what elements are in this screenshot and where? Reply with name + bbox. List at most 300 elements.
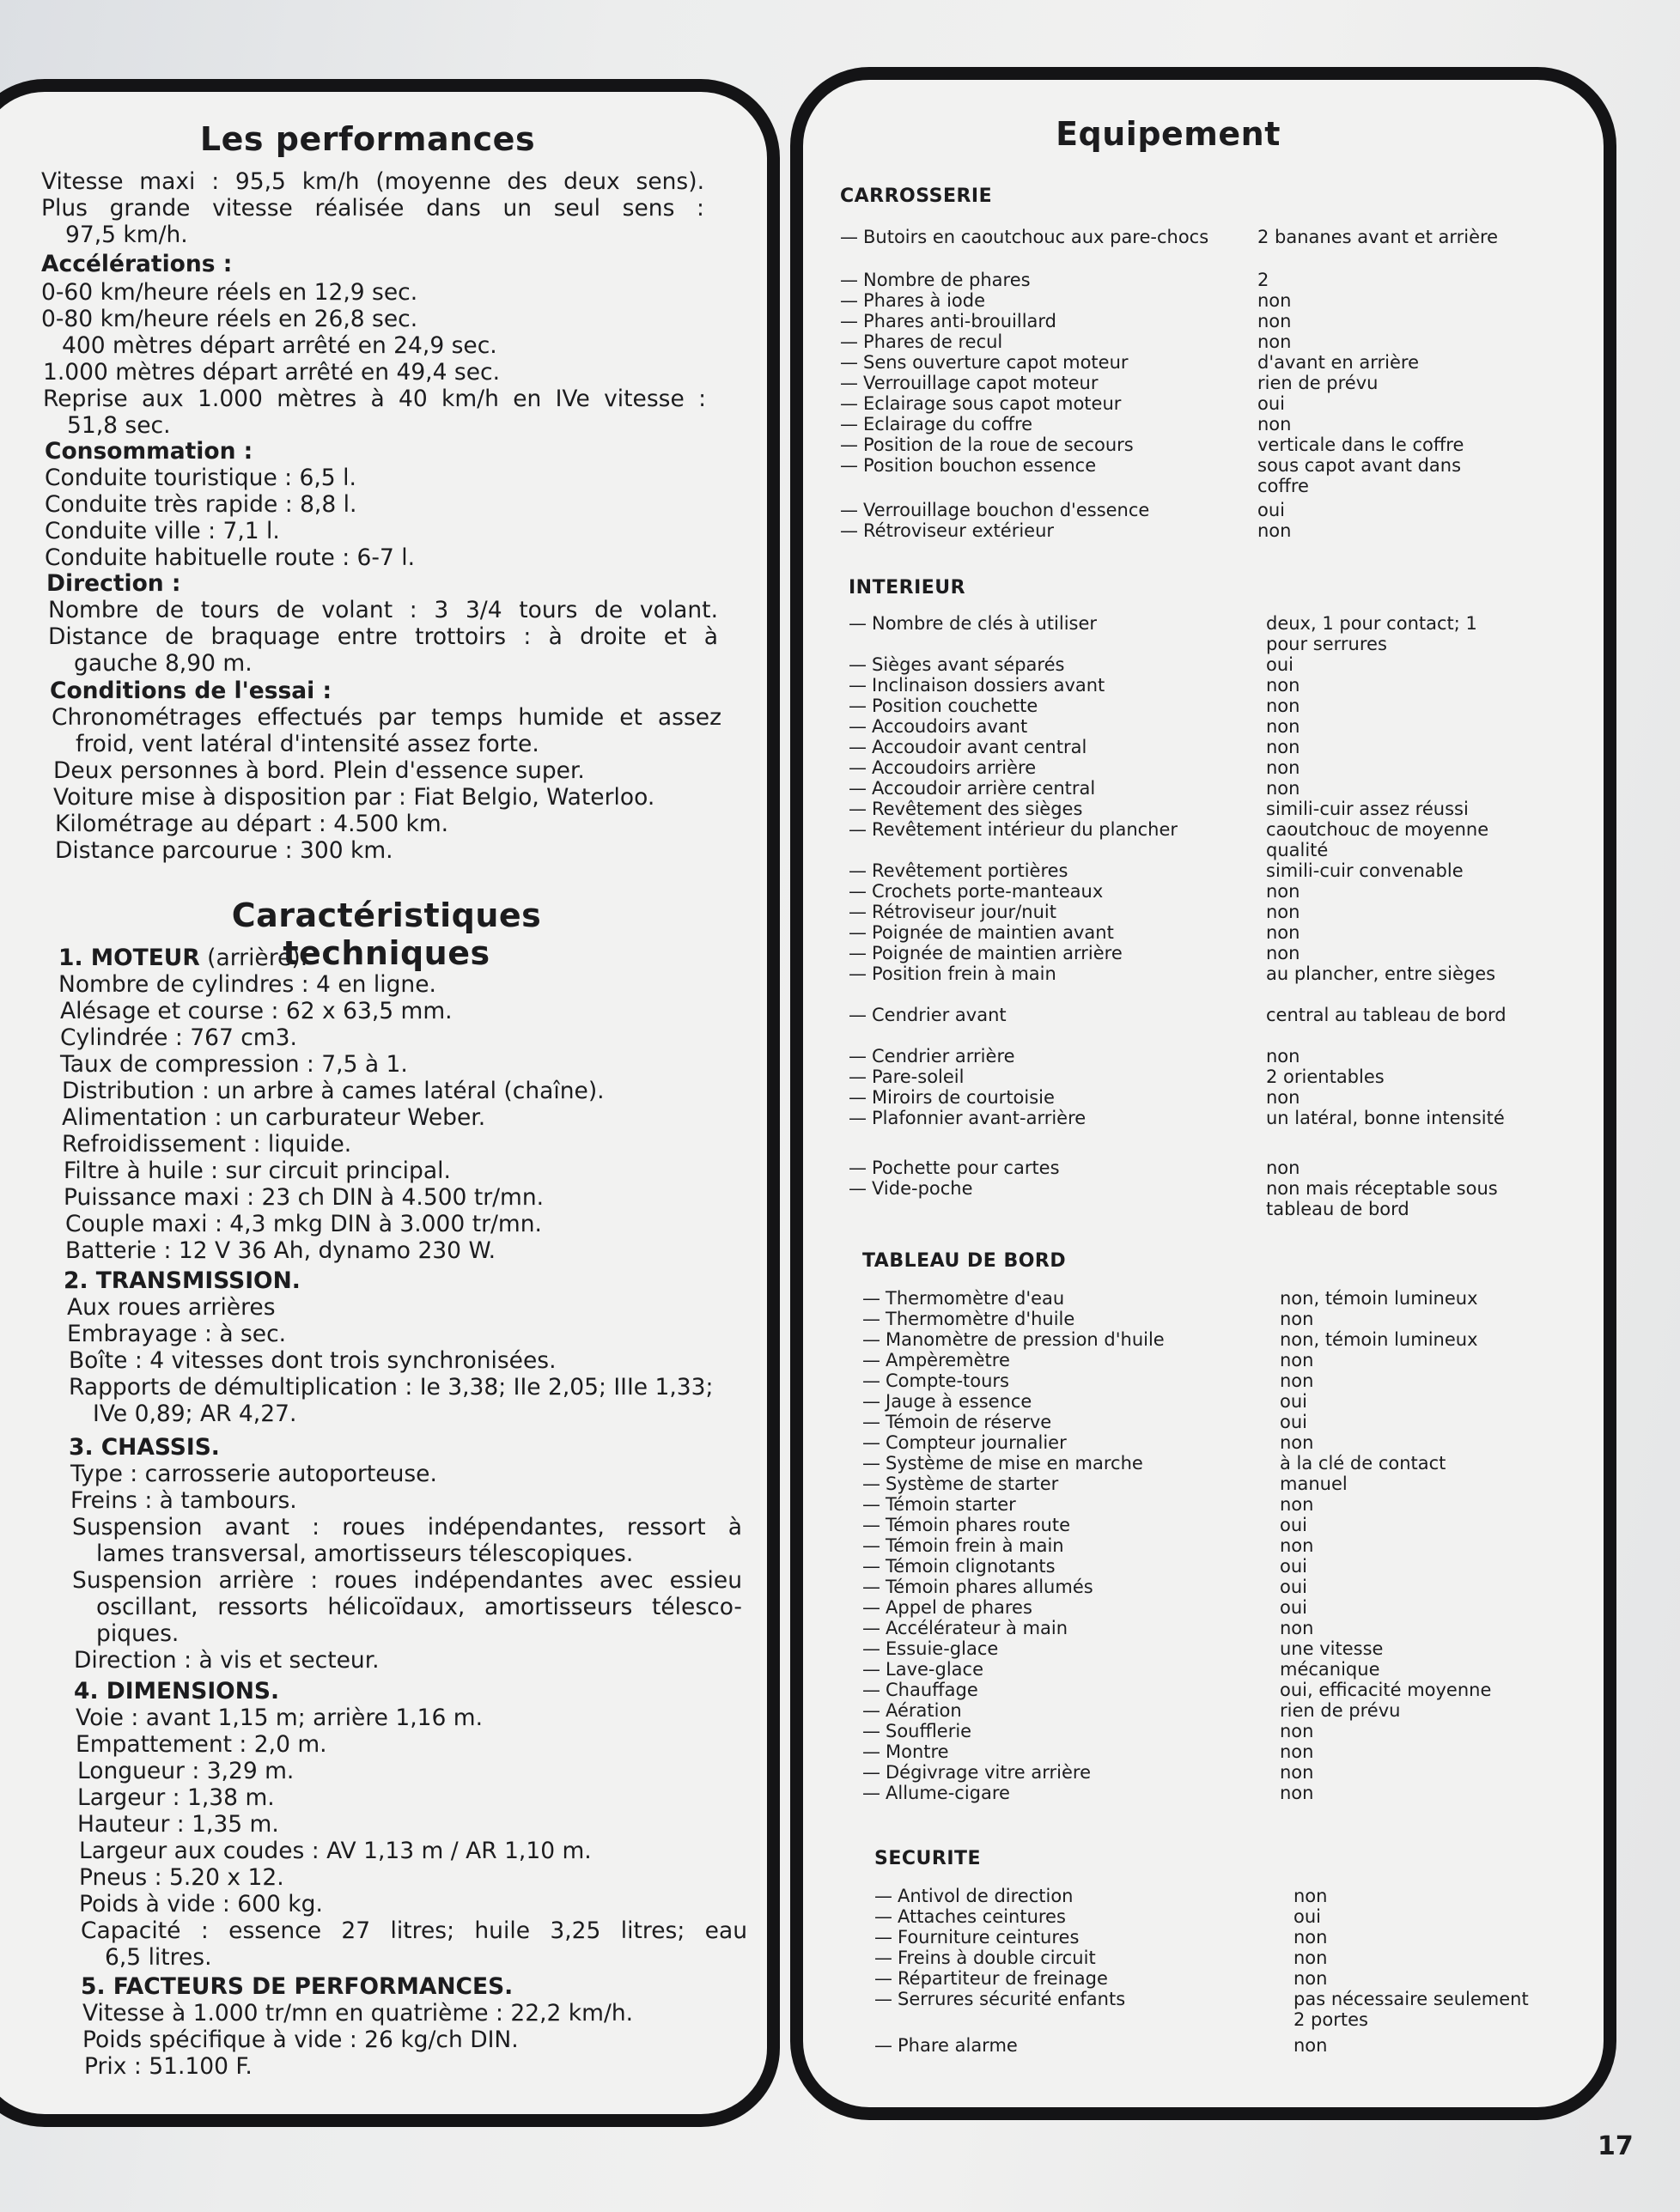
dash-marker: — (840, 414, 858, 434)
equip-item-value: manuel (1280, 1474, 1348, 1494)
equip-item-value: rien de prévu (1257, 373, 1379, 393)
equip-item-label (862, 1618, 1068, 1639)
equip-item-text: Cendrier avant (872, 1005, 1007, 1025)
equip-item-value: non (1280, 1783, 1314, 1803)
dash-marker: — (840, 227, 858, 247)
dash-marker: — (849, 696, 867, 716)
perf-line: Conduite très rapide : 8,8 l. (45, 491, 357, 518)
equip-item-label (874, 1989, 1125, 2010)
equip-item-label (862, 1474, 1058, 1495)
dash-marker: — (862, 1741, 880, 1762)
equip-item-value: non (1266, 943, 1300, 963)
equip-item-text: Thermomètre d'huile (886, 1309, 1075, 1329)
equip-item-text: Butoirs en caoutchouc aux pare-chocs (863, 227, 1209, 247)
dash-marker: — (874, 1989, 892, 2009)
equip-item-label (849, 943, 1123, 964)
equip-item-value: non (1280, 1535, 1314, 1556)
equip-item-text: Phares anti-brouillard (863, 311, 1057, 331)
equip-item-label (849, 613, 1097, 635)
perf-line: Distance de braquage entre trottoirs : à droite et à (48, 623, 718, 650)
facteurs-line: Prix : 51.100 F. (84, 2053, 253, 2080)
equip-item-text: Vide-poche (872, 1178, 973, 1199)
equip-item-label (840, 455, 1096, 477)
equip-item-value: non (1280, 1762, 1314, 1783)
equip-item-label (840, 311, 1056, 332)
equip-item-label (862, 1309, 1074, 1330)
perf-line: Chronométrages effectués par temps humide et assez (52, 704, 721, 731)
equip-item-value: à la clé de contact (1280, 1453, 1446, 1474)
chassis-heading: 3. CHASSIS. (69, 1434, 220, 1461)
equip-item-value: non (1280, 1721, 1314, 1741)
dash-marker: — (862, 1783, 880, 1803)
equip-item-text: Phare alarme (898, 2035, 1018, 2056)
dimensions-line: 6,5 litres. (105, 1944, 212, 1971)
equip-item-label (849, 1087, 1055, 1109)
dash-marker: — (862, 1535, 880, 1556)
transmission-line: Boîte : 4 vitesses dont trois synchronisées. (69, 1347, 557, 1374)
dash-marker: — (862, 1638, 880, 1659)
perf-line: Plus grande vitesse réalisée dans un seul sens : (41, 195, 704, 222)
chassis-line: Type : carrosserie autoporteuse. (70, 1461, 437, 1487)
perf-line: Vitesse maxi : 95,5 km/h (moyenne des deux sens). (41, 168, 704, 195)
equip-item-text: Système de mise en marche (886, 1453, 1143, 1474)
moteur-line: Cylindrée : 767 cm3. (60, 1024, 297, 1051)
dash-marker: — (840, 311, 858, 331)
equip-item-text: Témoin phares route (886, 1515, 1071, 1535)
equip-item-text: Jauge à essence (886, 1391, 1032, 1412)
moteur-line: Refroidissement : liquide. (62, 1131, 352, 1158)
equip-item-label (862, 1762, 1091, 1784)
dash-marker: — (862, 1618, 880, 1638)
equip-item-label (840, 393, 1121, 415)
equip-item-value: oui (1257, 500, 1285, 520)
dash-marker: — (849, 654, 867, 675)
perf-line: Distance parcourue : 300 km. (55, 837, 393, 864)
perf-line: Deux personnes à bord. Plein d'essence super. (53, 757, 585, 784)
equip-item-label (874, 1968, 1108, 1990)
moteur-line: Alimentation : un carburateur Weber. (62, 1104, 486, 1131)
equip-item-value: oui (1257, 393, 1285, 414)
moteur-line: Taux de compression : 7,5 à 1. (60, 1051, 408, 1078)
dash-marker: — (862, 1659, 880, 1680)
perf-line: Nombre de tours de volant : 3 3/4 tours de volant. (48, 597, 718, 623)
equip-item-text: Attaches ceintures (898, 1906, 1066, 1927)
equip-item-value: non (1280, 1741, 1314, 1762)
equip-item-text: Poignée de maintien arrière (872, 943, 1123, 963)
dash-marker: — (849, 963, 867, 984)
equip-item-label (849, 963, 1056, 985)
equip-item-text: Témoin starter (886, 1494, 1016, 1515)
equip-item-value: caoutchouc de moyenne qualité (1266, 819, 1489, 860)
dash-marker: — (849, 1005, 867, 1025)
equip-item-value: oui (1293, 1906, 1321, 1927)
perf-line: Conduite ville : 7,1 l. (45, 518, 280, 544)
equip-item-text: Fourniture ceintures (898, 1927, 1080, 1948)
perf-line: 1.000 mètres départ arrêté en 49,4 sec. (43, 359, 500, 386)
equip-item-text: Soufflerie (886, 1721, 972, 1741)
equip-item-label (840, 520, 1054, 542)
equip-item-label (862, 1432, 1067, 1454)
caracteristiques-title: Caractéristiques techniques (231, 896, 542, 972)
chassis-line: oscillant, ressorts hélicoïdaux, amortisseurs télesco- (96, 1594, 742, 1620)
equip-item-text: Témoin frein à main (886, 1535, 1064, 1556)
dash-marker: — (849, 1108, 867, 1128)
dash-marker: — (840, 455, 858, 476)
equip-item-value: non (1293, 1948, 1328, 1968)
dash-marker: — (840, 331, 858, 352)
perf-line: Reprise aux 1.000 mètres à 40 km/h en IVe vitesse : (43, 386, 706, 412)
equip-item-value: non (1266, 696, 1300, 716)
equip-section-heading: INTERIEUR (849, 577, 966, 599)
dash-marker: — (862, 1288, 880, 1309)
dash-marker: — (862, 1432, 880, 1453)
equip-item-text: Cendrier arrière (872, 1046, 1015, 1066)
dash-marker: — (874, 1927, 892, 1948)
equip-item-label (862, 1556, 1056, 1577)
facteurs-heading: 5. FACTEURS DE PERFORMANCES. (81, 1973, 514, 2000)
equip-item-label (862, 1494, 1016, 1516)
equip-item-label (840, 331, 1002, 353)
dash-marker: — (862, 1700, 880, 1721)
dash-marker: — (840, 373, 858, 393)
equip-item-label (840, 434, 1134, 456)
equip-item-text: Serrures sécurité enfants (898, 1989, 1126, 2009)
equip-item-label (849, 716, 1027, 738)
equip-item-text: Répartiteur de freinage (898, 1968, 1108, 1989)
equip-item-label (862, 1370, 1009, 1392)
equip-item-label (849, 737, 1087, 758)
equip-item-value: une vitesse (1280, 1638, 1384, 1659)
equip-item-value: non (1280, 1432, 1314, 1453)
equip-item-text: Témoin clignotants (886, 1556, 1056, 1577)
equip-item-value: central au tableau de bord (1266, 1005, 1507, 1025)
dash-marker: — (874, 1906, 892, 1927)
equip-item-value: non (1266, 922, 1300, 943)
chassis-line: Freins : à tambours. (70, 1487, 297, 1514)
moteur-heading: 1. MOTEUR (58, 945, 200, 971)
transmission-line: Embrayage : à sec. (67, 1321, 287, 1347)
performances-title: Les performances (199, 120, 536, 158)
dash-marker: — (849, 757, 867, 778)
equip-item-value: non (1257, 290, 1292, 311)
equip-item-label (849, 1005, 1007, 1026)
equip-item-text: Témoin phares allumés (886, 1577, 1093, 1597)
dash-marker: — (862, 1329, 880, 1350)
equip-item-label (849, 799, 1082, 820)
moteur-line: Nombre de cylindres : 4 en ligne. (58, 971, 436, 998)
equip-item-text: Revêtement des sièges (872, 799, 1083, 819)
equip-item-text: Crochets porte-manteaux (872, 881, 1104, 902)
equip-item-label (849, 654, 1064, 676)
equip-item-text: Accoudoirs avant (872, 716, 1028, 737)
dimensions-heading: 4. DIMENSIONS. (74, 1678, 280, 1705)
perf-heading: Direction : (46, 570, 181, 597)
equip-item-text: Dégivrage vitre arrière (886, 1762, 1091, 1783)
equip-item-value: verticale dans le coffre (1257, 434, 1464, 455)
equip-item-value: non (1293, 1886, 1328, 1906)
equip-item-text: Poignée de maintien avant (872, 922, 1114, 943)
equip-item-value: non (1257, 311, 1292, 331)
equip-item-value: d'avant en arrière (1257, 352, 1420, 373)
equip-item-label (862, 1329, 1165, 1351)
dash-marker: — (849, 778, 867, 799)
equip-item-value: oui (1280, 1577, 1307, 1597)
dash-marker: — (840, 500, 858, 520)
perf-line: Kilométrage au départ : 4.500 km. (55, 811, 449, 837)
equip-item-value: oui (1280, 1412, 1307, 1432)
dash-marker: — (840, 290, 858, 311)
equip-item-label (849, 1066, 964, 1088)
equip-item-value: non (1280, 1370, 1314, 1391)
equip-item-text: Nombre de phares (863, 270, 1031, 290)
equip-item-label (849, 860, 1068, 882)
equip-item-label (849, 778, 1095, 799)
equip-item-value: non (1266, 1158, 1300, 1178)
equip-item-value: oui (1280, 1556, 1307, 1577)
dash-marker: — (862, 1350, 880, 1370)
equip-item-text: Compte-tours (886, 1370, 1009, 1391)
dash-marker: — (849, 737, 867, 757)
dash-marker: — (840, 393, 858, 414)
dimensions-line: Poids à vide : 600 kg. (79, 1891, 323, 1917)
equip-item-value: non (1266, 675, 1300, 696)
dash-marker: — (849, 1178, 867, 1199)
dash-marker: — (862, 1391, 880, 1412)
transmission-line: Aux roues arrières (67, 1294, 276, 1321)
equip-item-text: Miroirs de courtoisie (872, 1087, 1055, 1108)
perf-line: Conduite habituelle route : 6-7 l. (45, 544, 416, 571)
equip-item-text: Revêtement intérieur du plancher (872, 819, 1178, 840)
equip-item-value: non (1266, 1046, 1300, 1066)
equip-item-text: Appel de phares (886, 1597, 1032, 1618)
chassis-line: Suspension arrière : roues indépendantes avec essieu (72, 1567, 742, 1594)
perf-line: 0-60 km/heure réels en 12,9 sec. (41, 279, 418, 306)
equip-item-value: non (1257, 520, 1292, 541)
moteur-line: Puissance maxi : 23 ch DIN à 4.500 tr/mn. (64, 1184, 545, 1211)
equip-item-value: mécanique (1280, 1659, 1380, 1680)
perf-line: 51,8 sec. (67, 412, 171, 439)
equip-item-label (840, 414, 1032, 435)
equip-item-label (874, 1886, 1073, 1907)
dash-marker: — (849, 613, 867, 634)
dash-marker: — (849, 819, 867, 840)
dash-marker: — (849, 881, 867, 902)
equip-item-value: non (1280, 1618, 1314, 1638)
dash-marker: — (849, 1066, 867, 1087)
equip-item-text: Accoudoirs arrière (872, 757, 1037, 778)
equip-item-text: Système de starter (886, 1474, 1059, 1494)
equip-item-value: non (1266, 778, 1300, 799)
equip-item-value: au plancher, entre sièges (1266, 963, 1496, 984)
equip-item-label (849, 1178, 973, 1200)
moteur-heading-suffix: (arrière). (207, 945, 308, 971)
moteur-line: Batterie : 12 V 36 Ah, dynamo 230 W. (65, 1237, 496, 1264)
equip-item-value: non (1257, 331, 1292, 352)
equip-item-text: Ampèremètre (886, 1350, 1010, 1370)
equip-item-label (840, 373, 1098, 394)
equip-item-value: 2 bananes avant et arrière (1257, 227, 1499, 247)
chassis-line: lames transversal, amortisseurs télescopiques. (96, 1540, 634, 1567)
dimensions-line: Hauteur : 1,35 m. (77, 1811, 279, 1838)
dash-marker: — (849, 716, 867, 737)
equip-item-label (862, 1288, 1064, 1310)
equip-item-value: oui, efficacité moyenne (1280, 1680, 1492, 1700)
perf-heading: Consommation : (45, 438, 253, 465)
equip-item-label (862, 1700, 962, 1722)
equip-item-text: Compteur journalier (886, 1432, 1067, 1453)
dash-marker: — (849, 860, 867, 881)
equip-item-label (862, 1597, 1032, 1619)
equip-item-label (862, 1659, 983, 1680)
dimensions-line: Longueur : 3,29 m. (77, 1758, 295, 1784)
equip-item-label (849, 696, 1038, 717)
equip-item-label (849, 902, 1056, 923)
equip-item-label (862, 1783, 1010, 1804)
equip-item-value: non (1257, 414, 1292, 434)
equip-section-heading: TABLEAU DE BORD (862, 1250, 1067, 1272)
equip-item-label (862, 1515, 1070, 1536)
equip-item-value: oui (1266, 654, 1293, 675)
dash-marker: — (840, 352, 858, 373)
facteurs-line: Vitesse à 1.000 tr/mn en quatrième : 22,2 km/h. (82, 2000, 634, 2027)
equip-item-value: non (1280, 1309, 1314, 1329)
equip-item-label (874, 1927, 1079, 1948)
equip-item-text: Inclinaison dossiers avant (872, 675, 1105, 696)
equip-item-value: non mais réceptable sous tableau de bord (1266, 1178, 1498, 1219)
equip-item-value: non, témoin lumineux (1280, 1288, 1478, 1309)
equip-item-label (874, 1906, 1066, 1928)
equip-item-label (862, 1577, 1093, 1598)
equip-item-label (849, 819, 1178, 841)
dash-marker: — (862, 1309, 880, 1329)
dimensions-line: Pneus : 5.20 x 12. (79, 1864, 284, 1891)
equip-item-text: Verrouillage capot moteur (863, 373, 1099, 393)
dimensions-line: Voie : avant 1,15 m; arrière 1,16 m. (76, 1705, 484, 1731)
equipement-title: Equipement (1056, 115, 1281, 153)
equip-item-text: Pochette pour cartes (872, 1158, 1060, 1178)
perf-line: 0-80 km/heure réels en 26,8 sec. (41, 306, 418, 332)
dash-marker: — (874, 1886, 892, 1906)
equip-item-value: oui (1280, 1391, 1307, 1412)
equip-item-text: Aération (886, 1700, 962, 1721)
perf-line: gauche 8,90 m. (74, 650, 253, 677)
dash-marker: — (874, 1948, 892, 1968)
moteur-line: Filtre à huile : sur circuit principal. (64, 1158, 451, 1184)
equip-item-value: non (1280, 1350, 1314, 1370)
equip-item-text: Antivol de direction (898, 1886, 1074, 1906)
equip-item-value: non (1266, 757, 1300, 778)
equip-item-value: non (1266, 737, 1300, 757)
equip-item-value: non, témoin lumineux (1280, 1329, 1478, 1350)
page-number: 17 (1598, 2131, 1634, 2161)
chassis-line: Direction : à vis et secteur. (74, 1647, 380, 1674)
perf-line: froid, vent latéral d'intensité assez forte. (76, 731, 539, 757)
facteurs-line: Poids spécifique à vide : 26 kg/ch DIN. (82, 2027, 519, 2053)
equip-item-label (862, 1391, 1032, 1413)
dash-marker: — (862, 1597, 880, 1618)
equip-item-text: Manomètre de pression d'huile (886, 1329, 1165, 1350)
dash-marker: — (862, 1515, 880, 1535)
equip-item-text: Freins à double circuit (898, 1948, 1096, 1968)
equip-item-value: non (1266, 902, 1300, 922)
equip-item-label (862, 1350, 1010, 1371)
equip-item-label (874, 1948, 1096, 1969)
equip-item-label (849, 1108, 1086, 1129)
equip-item-text: Revêtement portières (872, 860, 1068, 881)
equip-item-text: Phares de recul (863, 331, 1003, 352)
transmission-line: IVe 0,89; AR 4,27. (93, 1401, 297, 1427)
dash-marker: — (849, 675, 867, 696)
equip-section-heading: CARROSSERIE (840, 185, 993, 207)
equip-item-label (840, 352, 1129, 374)
dash-marker: — (849, 902, 867, 922)
equip-item-label (862, 1741, 949, 1763)
equip-item-text: Plafonnier avant-arrière (872, 1108, 1087, 1128)
equip-item-text: Essuie-glace (886, 1638, 999, 1659)
equip-item-text: Eclairage sous capot moteur (863, 393, 1122, 414)
dimensions-line: Capacité : essence 27 litres; huile 3,25 litres; eau (81, 1917, 747, 1944)
dash-marker: — (862, 1370, 880, 1391)
equip-item-value: un latéral, bonne intensité (1266, 1108, 1505, 1128)
chassis-line: Suspension avant : roues indépendantes, ressort à (72, 1514, 742, 1540)
perf-line: Conduite touristique : 6,5 l. (45, 465, 356, 491)
dimensions-line: Empattement : 2,0 m. (76, 1731, 327, 1758)
equip-item-value: deux, 1 pour contact; 1 pour serrures (1266, 613, 1477, 654)
transmission-heading: 2. TRANSMISSION. (64, 1267, 301, 1294)
dash-marker: — (862, 1762, 880, 1783)
equip-item-value: sous capot avant dans coffre (1257, 455, 1462, 496)
equip-item-value: non (1266, 716, 1300, 737)
dash-marker: — (862, 1577, 880, 1597)
equip-item-value: simili-cuir assez réussi (1266, 799, 1469, 819)
chassis-line: piques. (96, 1620, 180, 1647)
equip-item-text: Rétroviseur extérieur (863, 520, 1055, 541)
equip-item-text: Nombre de clés à utiliser (872, 613, 1098, 634)
dash-marker: — (840, 434, 858, 455)
equip-item-text: Sièges avant séparés (872, 654, 1065, 675)
perf-heading: Accélérations : (41, 251, 233, 277)
dimensions-line: Largeur aux coudes : AV 1,13 m / AR 1,10 m. (79, 1838, 592, 1864)
equip-item-label (862, 1721, 971, 1742)
dash-marker: — (862, 1412, 880, 1432)
moteur-line: Alésage et course : 62 x 63,5 mm. (60, 998, 453, 1024)
equip-item-label (862, 1638, 998, 1660)
equip-item-value: non (1280, 1494, 1314, 1515)
perf-line: Voiture mise à disposition par : Fiat Belgio, Waterloo. (53, 784, 655, 811)
equip-item-value: 2 (1257, 270, 1269, 290)
equip-item-label (849, 675, 1105, 696)
dash-marker: — (840, 520, 858, 541)
moteur-line: Couple maxi : 4,3 mkg DIN à 3.000 tr/mn. (65, 1211, 542, 1237)
equip-item-text: Témoin de réserve (886, 1412, 1052, 1432)
equip-item-text: Sens ouverture capot moteur (863, 352, 1129, 373)
equip-item-value: non (1293, 1968, 1328, 1989)
equip-item-text: Phares à iode (863, 290, 986, 311)
dash-marker: — (849, 943, 867, 963)
equip-item-label (862, 1680, 978, 1701)
dash-marker: — (862, 1680, 880, 1700)
equip-item-label (840, 290, 985, 312)
equip-item-value: oui (1280, 1597, 1307, 1618)
equip-item-text: Eclairage du coffre (863, 414, 1033, 434)
equip-item-text: Accoudoir arrière central (872, 778, 1096, 799)
transmission-line: Rapports de démultiplication : Ie 3,38; IIe 2,05; IIIe 1,33; (69, 1374, 714, 1401)
equip-item-text: Accélérateur à main (886, 1618, 1068, 1638)
dash-marker: — (862, 1721, 880, 1741)
equip-item-text: Rétroviseur jour/nuit (872, 902, 1056, 922)
equip-item-label (840, 227, 1208, 248)
equip-item-text: Verrouillage bouchon d'essence (863, 500, 1150, 520)
